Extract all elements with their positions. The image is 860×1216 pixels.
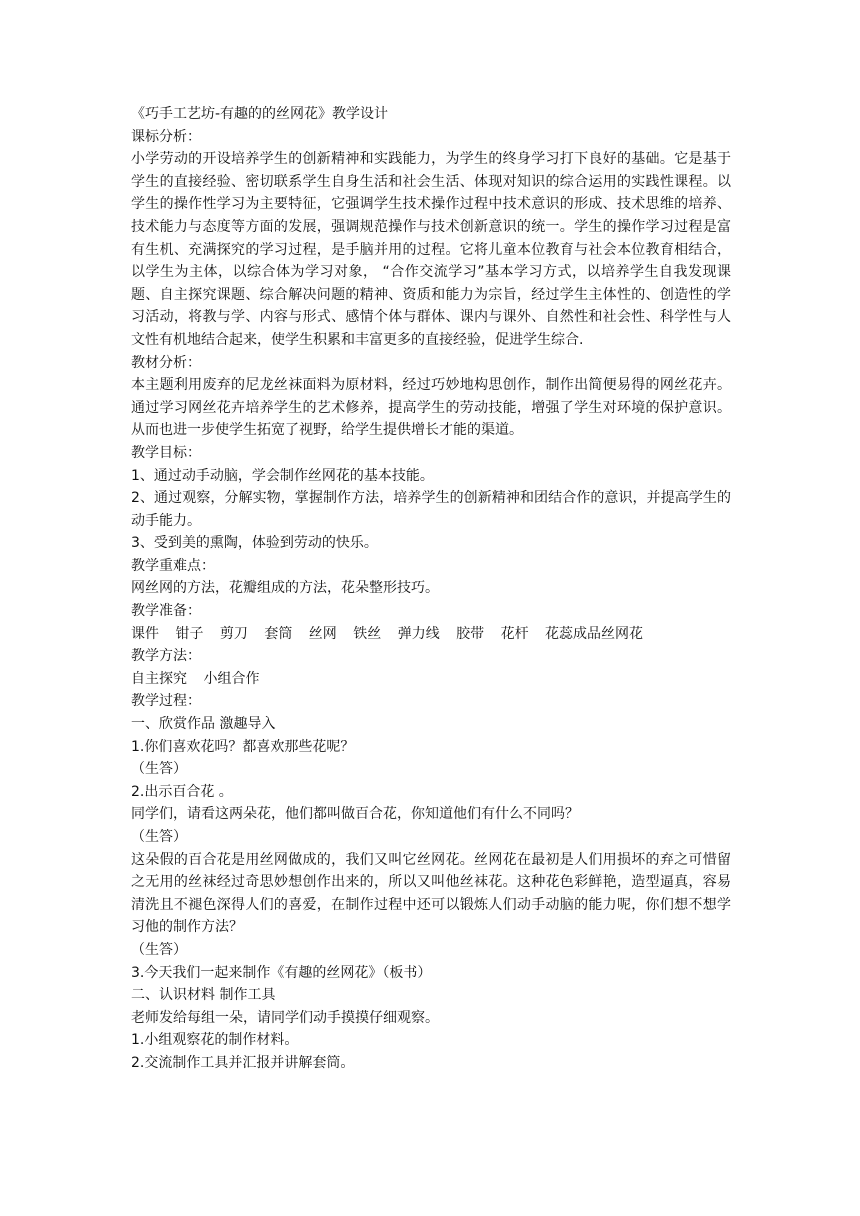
paragraph: 网丝网的方法，花瓣组成的方法，花朵整形技巧。 [131,580,439,597]
student-answer: （生答） [131,761,187,778]
paragraph: 老师发给每组一朵，请同学们动手摸摸仔细观察。 [131,1009,439,1026]
subsection-heading: 一、欣赏作品 激趣导入 [131,716,276,733]
section-heading: 教学方法： [131,648,201,665]
list-item: 2.交流制作工具并汇报并讲解套筒。 [131,1054,355,1071]
document-page [131,103,731,1075]
section-heading: 教学目标： [131,444,201,461]
section-heading: 教学过程： [131,693,201,710]
paragraph: 这朵假的百合花是用丝网做成的，我们又叫它丝网花。丝网花在最初是人们用损坏的弃之可惜留之无用的丝袜经过奇思妙想创作出来的，所以又叫他丝袜花。这种花色彩鲜艳，造型逼真，容易清洗且不褪色深得人们的喜爱，在制作过程中还可以锻炼人们动手动脑的能力呢，你们想不想学习他的制作方法？ [131,851,731,936]
list-item: 3、受到美的熏陶，体验到劳动的快乐。 [131,535,378,552]
list-item: 2.出示百合花 。 [131,783,233,800]
materials-list: 课件 钳子 剪刀 套筒 丝网 铁丝 弹力线 胶带 花杆 花蕊成品丝网花 [131,625,644,642]
student-answer: （生答） [131,829,187,845]
paragraph: 小学劳动的开设培养学生的创新精神和实践能力，为学生的终身学习打下良好的基础。它是基于学生的直接经验、密切联系学生自身生活和社会生活、体现对知识的综合运用的实践性课程。以学生的操作性学习为主要特征，它强调学生技术操作过程中技术意识的形成、技术思维的培养、技术能力与态度等方面的发展，强调规范操作与技术创新意识的统一。学生的操作学习过程是富有生机、充满探究的学习过程，是手脑并用的过程。它将儿童本位教育与社会本位教育相结合，以学生为主体，以综合体为学习对象， “合作交流学习”基本学习方式，以培养学生自我发现课题、自主探究课题、综合解决问题的精神、资质和能力为宗旨，经过学生主体性的、创造性的学习活动，将教与学、内容与形式、感情个体与群体、课内与课外、自然性和社会性、科学性与人文性有机地结合起来，使学生积累和丰富更多的直接经验，促进学生综合. [131,151,731,348]
list-item: 1、通过动手动脑，学会制作丝网花的基本技能。 [131,467,434,484]
list-item: 1.小组观察花的制作材料。 [131,1032,299,1049]
list-item: 3.今天我们一起来制作《有趣的丝网花》（板书） [131,964,432,981]
paragraph: 本主题利用废弃的尼龙丝袜面料为原材料，经过巧妙地构思创作，制作出简便易得的网丝花卉。通过学习网丝花卉培养学生的艺术修养，提高学生的劳动技能，增强了学生对环境的保护意识。从而也进一步使学生拓宽了视野，给学生提供增长才能的渠道。 [131,377,731,439]
section-heading: 教学重难点： [131,557,215,574]
subsection-heading: 二、认识材料 制作工具 [131,987,276,1004]
section-heading: 教材分析： [131,354,201,371]
paragraph: 同学们，请看这两朵花，他们都叫做百合花，你知道他们有什么不同吗？ [131,806,579,823]
list-item: 2、通过观察，分解实物，掌握制作方法，培养学生的创新精神和团结合作的意识，并提高学生的动手能力。 [131,490,731,529]
document-title: 《巧手工艺坊-有趣的的丝网花》教学设计 [131,106,389,122]
section-heading: 教学准备： [131,603,201,620]
student-answer: （生答） [131,941,187,958]
section-heading: 课标分析： [131,128,201,145]
paragraph: 自主探究 小组合作 [131,670,260,687]
list-item: 1.你们喜欢花吗？都喜欢那些花呢？ [131,738,355,755]
